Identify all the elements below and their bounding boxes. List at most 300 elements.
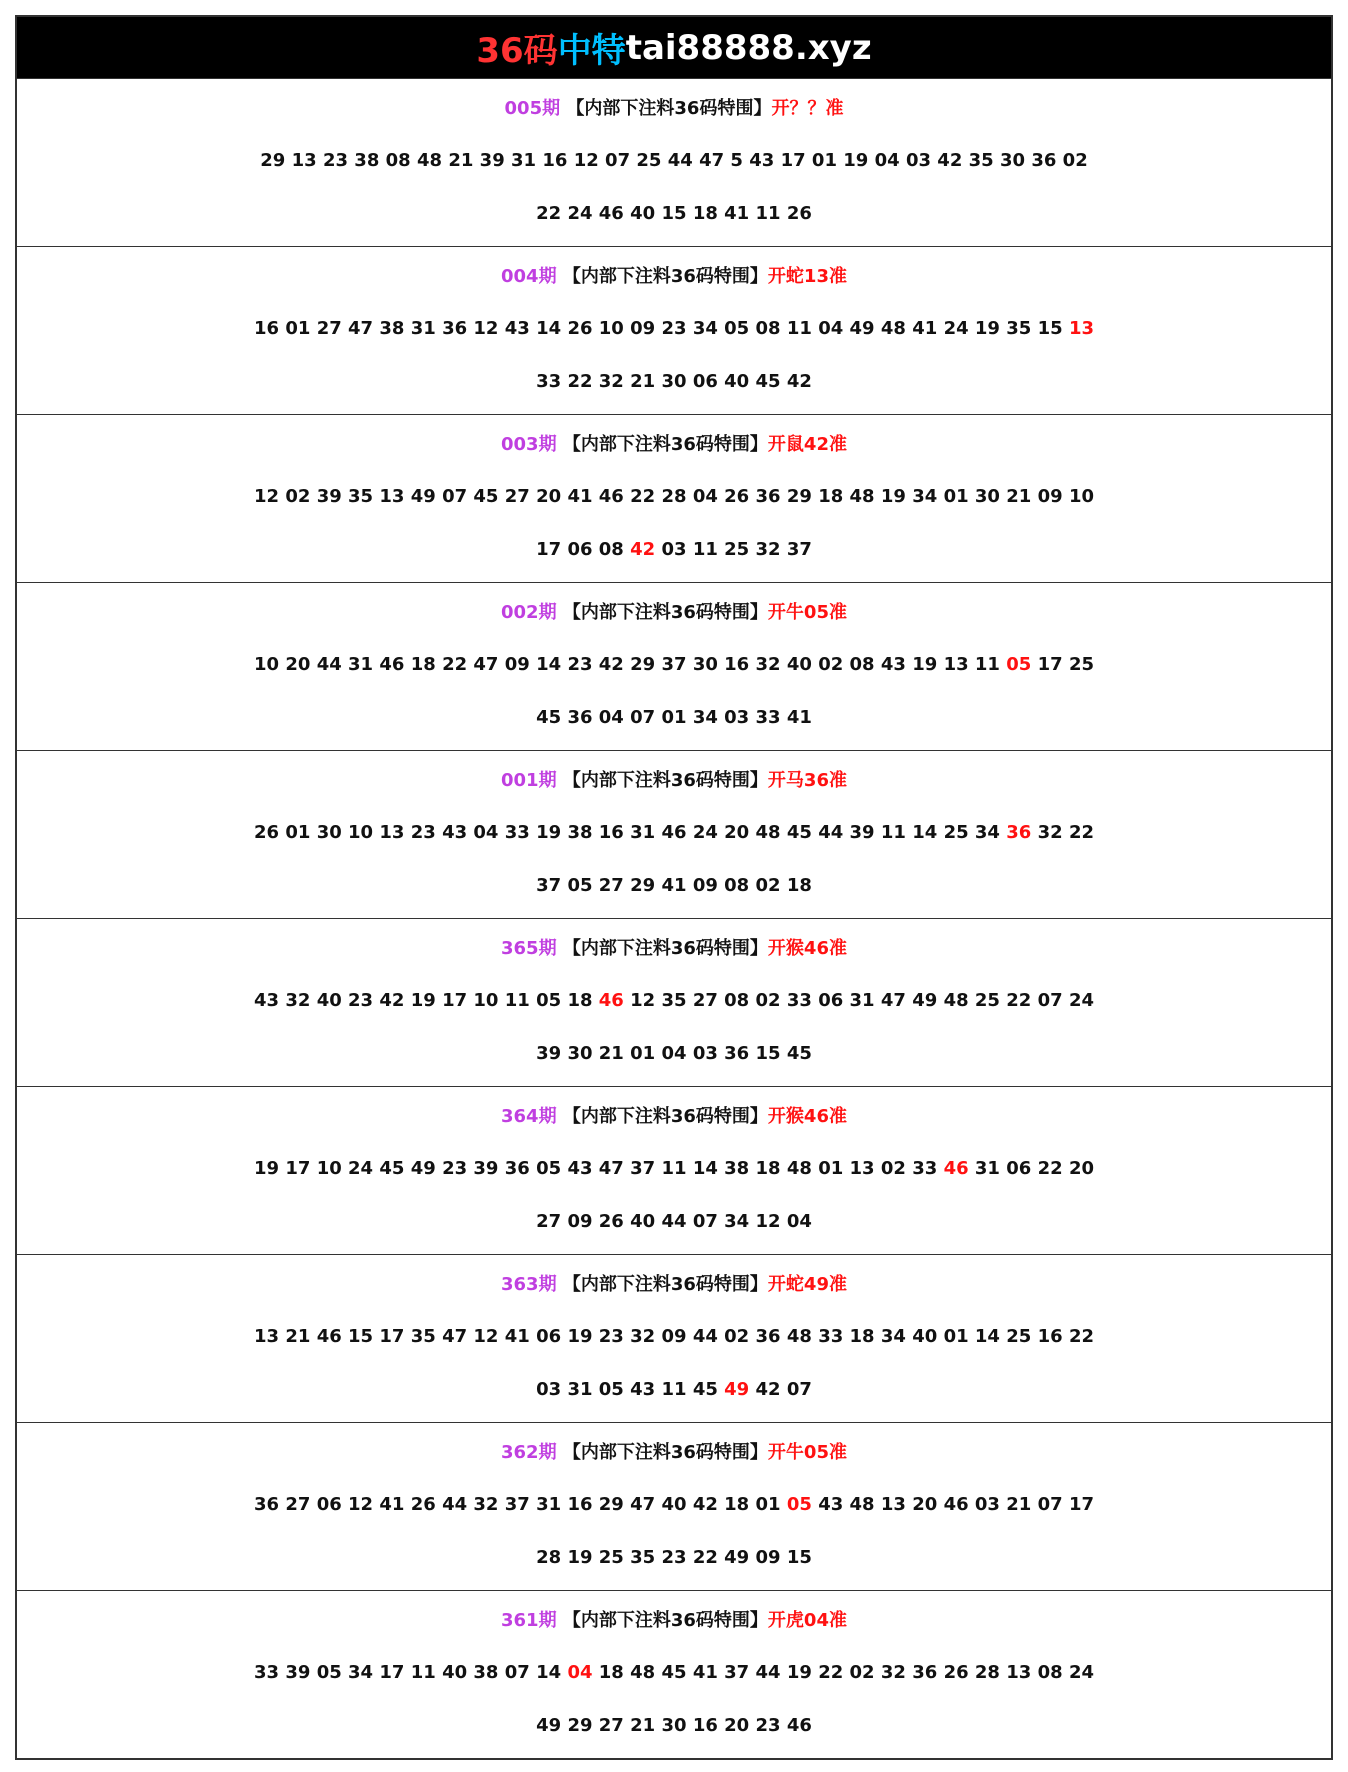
number-item: 16	[724, 654, 750, 676]
number-item: 13	[1068, 318, 1094, 340]
period-result: 开猴46准	[767, 1106, 847, 1128]
number-item: 24	[1068, 990, 1094, 1012]
period-number: 365期	[501, 938, 557, 960]
header-title-red: 36码	[476, 31, 558, 71]
number-item: 41	[692, 1662, 718, 1684]
number-item: 02	[755, 990, 781, 1012]
number-item: 31	[849, 990, 875, 1012]
number-item: 10	[316, 1158, 342, 1180]
number-item: 32	[755, 654, 781, 676]
header-title-blue: 中特	[557, 31, 626, 71]
number-item: 48	[786, 1158, 812, 1180]
number-item: 40	[442, 1662, 468, 1684]
number-item: 08	[755, 318, 781, 340]
number-item: 19	[786, 1662, 812, 1684]
number-line	[17, 471, 1331, 523]
period-block	[17, 918, 1331, 1086]
number-item: 18	[818, 486, 844, 508]
period-number: 004期	[501, 266, 557, 288]
number-item: 41	[661, 874, 687, 896]
number-item: 40	[912, 1326, 938, 1348]
number-item: 31	[974, 1158, 1000, 1180]
number-item: 35	[630, 1546, 656, 1568]
number-item: 42	[786, 370, 812, 392]
number-item: 30	[567, 1042, 593, 1064]
number-item: 20	[912, 1494, 938, 1516]
number-item: 23	[661, 318, 687, 340]
number-item: 46	[943, 1158, 969, 1180]
number-item: 45	[473, 486, 499, 508]
number-item: 10	[1068, 486, 1094, 508]
period-result: 开牛05准	[767, 1442, 847, 1464]
number-item: 10	[348, 822, 374, 844]
number-item: 20	[285, 654, 311, 676]
number-item: 03	[905, 150, 932, 172]
number-item: 43	[818, 1494, 844, 1516]
number-item: 11	[661, 1378, 687, 1400]
number-item: 5	[730, 150, 743, 172]
number-item: 24	[692, 822, 718, 844]
number-item: 46	[316, 1326, 342, 1348]
number-item: 31	[410, 318, 436, 340]
number-item: 14	[974, 1326, 1000, 1348]
period-label: 【内部下注料36码特围】	[562, 1274, 768, 1296]
number-item: 26	[410, 1494, 436, 1516]
number-item: 10	[254, 654, 280, 676]
number-item: 27	[692, 990, 718, 1012]
number-item: 17	[285, 1158, 311, 1180]
number-item: 38	[473, 1662, 499, 1684]
number-item: 03	[536, 1378, 562, 1400]
number-item: 49	[410, 486, 436, 508]
period-title-line	[17, 1427, 1331, 1479]
number-item: 02	[285, 486, 311, 508]
number-item: 41	[724, 202, 750, 224]
period-block	[17, 246, 1331, 414]
number-item: 11	[786, 318, 812, 340]
number-item: 09	[692, 874, 718, 896]
number-item: 18	[786, 874, 812, 896]
number-item: 27	[504, 486, 530, 508]
number-item: 11	[692, 538, 718, 560]
number-item: 19	[880, 486, 906, 508]
number-item: 30	[316, 822, 342, 844]
number-item: 08	[598, 538, 624, 560]
number-item: 48	[630, 1662, 656, 1684]
number-item: 14	[692, 1158, 718, 1180]
number-item: 15	[1037, 318, 1063, 340]
number-item: 37	[661, 654, 687, 676]
number-item: 32	[285, 990, 311, 1012]
number-item: 47	[699, 150, 725, 172]
period-number: 364期	[501, 1106, 557, 1128]
period-result: 开？？准	[771, 98, 844, 120]
number-item: 02	[755, 874, 781, 896]
number-item: 36	[755, 486, 781, 508]
number-item: 05	[316, 1662, 342, 1684]
number-line	[17, 1196, 1331, 1248]
number-item: 31	[536, 1494, 562, 1516]
number-item: 18	[410, 654, 436, 676]
number-item: 33	[536, 370, 562, 392]
number-item: 23	[661, 1546, 687, 1568]
number-item: 19	[254, 1158, 280, 1180]
number-item: 13	[291, 150, 317, 172]
number-item: 40	[630, 202, 656, 224]
number-item: 42	[692, 1494, 718, 1516]
number-item: 15	[786, 1546, 812, 1568]
number-item: 13	[379, 486, 405, 508]
number-item: 25	[943, 822, 969, 844]
number-item: 29	[630, 654, 656, 676]
number-item: 05	[786, 1494, 812, 1516]
number-item: 07	[605, 150, 631, 172]
number-item: 47	[598, 1158, 624, 1180]
number-item: 33	[504, 822, 530, 844]
number-item: 45	[692, 1378, 718, 1400]
number-item: 18	[724, 1494, 750, 1516]
number-item: 23	[410, 822, 436, 844]
number-item: 40	[724, 370, 750, 392]
number-item: 22	[818, 1662, 844, 1684]
number-item: 47	[630, 1494, 656, 1516]
period-title-line	[17, 923, 1331, 975]
number-item: 09	[661, 1326, 687, 1348]
number-item: 23	[322, 150, 349, 172]
number-item: 43	[880, 654, 906, 676]
number-item: 39	[316, 486, 342, 508]
number-item: 37	[724, 1662, 750, 1684]
number-item: 38	[379, 318, 405, 340]
number-item: 11	[755, 202, 781, 224]
period-number: 361期	[501, 1610, 557, 1632]
number-line	[17, 1700, 1331, 1752]
number-item: 13	[849, 1158, 875, 1180]
number-line	[17, 975, 1331, 1027]
number-item: 30	[692, 654, 718, 676]
number-item: 12	[573, 150, 599, 172]
number-item: 01	[285, 318, 311, 340]
number-item: 11	[974, 654, 1000, 676]
number-item: 19	[912, 654, 938, 676]
number-item: 39	[473, 1158, 499, 1180]
number-item: 01	[818, 1158, 844, 1180]
number-item: 36	[1006, 822, 1032, 844]
number-item: 37	[536, 874, 562, 896]
period-label: 【内部下注料36码特围】	[562, 266, 768, 288]
period-label: 【内部下注料36码特围】	[562, 434, 768, 456]
period-label: 【内部下注料36码特围】	[562, 602, 768, 624]
number-item: 02	[1062, 150, 1088, 172]
number-item: 23	[598, 1326, 624, 1348]
period-result: 开马36准	[767, 770, 847, 792]
number-item: 17	[379, 1326, 405, 1348]
number-item: 11	[410, 1662, 436, 1684]
number-item: 32	[755, 538, 781, 560]
number-item: 44	[316, 654, 342, 676]
number-item: 34	[348, 1662, 374, 1684]
number-item: 14	[536, 1662, 562, 1684]
number-item: 44	[692, 1326, 718, 1348]
period-number: 363期	[501, 1274, 557, 1296]
number-item: 12	[630, 990, 656, 1012]
number-item: 07	[1037, 990, 1063, 1012]
number-item: 12	[254, 486, 280, 508]
number-item: 29	[260, 150, 286, 172]
number-item: 27	[598, 874, 624, 896]
number-item: 19	[536, 822, 562, 844]
number-item: 05	[1006, 654, 1032, 676]
number-item: 20	[536, 486, 562, 508]
number-item: 22	[442, 654, 468, 676]
number-item: 07	[692, 1210, 718, 1232]
period-block	[17, 1422, 1331, 1590]
number-item: 47	[880, 990, 906, 1012]
number-item: 31	[511, 150, 537, 172]
number-item: 04	[473, 822, 499, 844]
number-item: 37	[630, 1158, 656, 1180]
number-item: 31	[567, 1378, 593, 1400]
number-item: 35	[1006, 318, 1032, 340]
number-item: 29	[598, 1494, 624, 1516]
number-item: 23	[755, 1714, 781, 1736]
number-item: 43	[749, 150, 775, 172]
number-item: 42	[937, 150, 963, 172]
number-item: 17	[442, 990, 468, 1012]
number-item: 41	[379, 1494, 405, 1516]
number-item: 16	[598, 822, 624, 844]
number-line	[17, 1028, 1331, 1080]
number-item: 44	[818, 822, 844, 844]
number-item: 11	[504, 990, 530, 1012]
number-item: 02	[849, 1662, 875, 1684]
number-item: 16	[542, 150, 568, 172]
period-result: 开牛05准	[767, 602, 847, 624]
number-item: 10	[598, 318, 624, 340]
number-item: 36	[567, 706, 593, 728]
number-item: 30	[661, 370, 687, 392]
period-title-line	[17, 419, 1331, 471]
number-item: 14	[912, 822, 938, 844]
period-result: 开虎04准	[767, 1610, 847, 1632]
number-item: 05	[598, 1378, 624, 1400]
number-item: 08	[724, 990, 750, 1012]
number-item: 12	[473, 1326, 499, 1348]
number-item: 30	[999, 150, 1026, 172]
number-item: 24	[348, 1158, 374, 1180]
number-item: 03	[724, 706, 750, 728]
period-label: 【内部下注料36码特围】	[566, 98, 772, 120]
number-item: 34	[724, 1210, 750, 1232]
number-item: 20	[724, 822, 750, 844]
number-item: 23	[442, 1158, 468, 1180]
number-item: 19	[843, 150, 869, 172]
number-item: 04	[598, 706, 624, 728]
number-item: 26	[943, 1662, 969, 1684]
number-item: 26	[786, 202, 812, 224]
header-site-domain[interactable]: tai88888.xyz	[625, 27, 872, 68]
number-item: 20	[1068, 1158, 1094, 1180]
number-item: 36	[912, 1662, 938, 1684]
number-item: 30	[974, 486, 1000, 508]
number-item: 09	[504, 654, 530, 676]
number-item: 27	[285, 1494, 311, 1516]
number-item: 21	[630, 1714, 656, 1736]
number-item: 11	[661, 1158, 687, 1180]
number-item: 37	[786, 538, 812, 560]
number-item: 33	[912, 1158, 938, 1180]
number-item: 17	[780, 150, 806, 172]
number-item: 35	[348, 486, 374, 508]
number-item: 40	[630, 1210, 656, 1232]
number-item: 23	[567, 654, 593, 676]
number-item: 22	[567, 370, 593, 392]
number-item: 49	[912, 990, 938, 1012]
number-item: 13	[254, 1326, 280, 1348]
number-item: 44	[755, 1662, 781, 1684]
number-item: 06	[692, 370, 718, 392]
number-item: 33	[786, 990, 812, 1012]
number-item: 44	[661, 1210, 687, 1232]
period-title-line	[17, 1595, 1331, 1647]
period-result: 开鼠42准	[767, 434, 847, 456]
number-item: 15	[348, 1326, 374, 1348]
period-label: 【内部下注料36码特围】	[562, 938, 768, 960]
number-item: 09	[1037, 486, 1063, 508]
period-block	[17, 1086, 1331, 1254]
number-item: 38	[567, 822, 593, 844]
number-item: 05	[536, 990, 562, 1012]
period-block	[17, 1254, 1331, 1422]
prediction-table	[15, 15, 1333, 1760]
number-item: 01	[811, 150, 837, 172]
number-item: 34	[692, 318, 718, 340]
number-item: 48	[849, 486, 875, 508]
number-line	[17, 1311, 1331, 1363]
number-item: 22	[1068, 1326, 1094, 1348]
number-item: 18	[598, 1662, 624, 1684]
number-item: 13	[379, 822, 405, 844]
number-item: 12	[348, 1494, 374, 1516]
number-item: 07	[442, 486, 468, 508]
number-item: 16	[692, 1714, 718, 1736]
number-item: 45	[536, 706, 562, 728]
number-item: 31	[348, 654, 374, 676]
number-item: 01	[943, 486, 969, 508]
number-item: 24	[1068, 1662, 1094, 1684]
period-label: 【内部下注料36码特围】	[562, 770, 768, 792]
number-item: 13	[943, 654, 969, 676]
number-line	[17, 807, 1331, 859]
number-item: 33	[818, 1326, 844, 1348]
number-item: 13	[880, 1494, 906, 1516]
number-item: 46	[786, 1714, 812, 1736]
number-item: 15	[661, 202, 687, 224]
number-item: 36	[724, 1042, 750, 1064]
number-item: 19	[410, 990, 436, 1012]
number-item: 28	[974, 1662, 1000, 1684]
number-item: 11	[880, 822, 906, 844]
number-line	[17, 1479, 1331, 1531]
number-item: 01	[755, 1494, 781, 1516]
number-item: 29	[567, 1714, 593, 1736]
number-item: 40	[786, 654, 812, 676]
number-item: 15	[755, 1042, 781, 1064]
number-item: 04	[567, 1662, 593, 1684]
site-header	[17, 17, 1331, 78]
number-line	[17, 1532, 1331, 1584]
number-item: 39	[536, 1042, 562, 1064]
number-item: 39	[285, 1662, 311, 1684]
number-item: 45	[786, 1042, 812, 1064]
number-item: 42	[379, 990, 405, 1012]
number-item: 43	[630, 1378, 656, 1400]
number-item: 07	[504, 1662, 530, 1684]
number-item: 04	[661, 1042, 687, 1064]
period-label: 【内部下注料36码特围】	[562, 1610, 768, 1632]
number-item: 36	[504, 1158, 530, 1180]
number-item: 12	[473, 318, 499, 340]
number-item: 25	[724, 538, 750, 560]
number-item: 25	[1068, 654, 1094, 676]
number-item: 43	[254, 990, 280, 1012]
number-item: 06	[1006, 1158, 1032, 1180]
number-item: 08	[849, 654, 875, 676]
number-item: 07	[1037, 1494, 1063, 1516]
number-item: 26	[567, 318, 593, 340]
number-item: 16	[567, 1494, 593, 1516]
number-item: 06	[818, 990, 844, 1012]
number-item: 03	[974, 1494, 1000, 1516]
period-block	[17, 750, 1331, 918]
number-item: 48	[755, 822, 781, 844]
number-item: 46	[661, 822, 687, 844]
period-title-line	[17, 83, 1331, 135]
number-item: 38	[724, 1158, 750, 1180]
number-item: 01	[630, 1042, 656, 1064]
number-item: 09	[630, 318, 656, 340]
number-item: 22	[1006, 990, 1032, 1012]
period-block	[17, 414, 1331, 582]
number-item: 48	[880, 318, 906, 340]
number-item: 21	[285, 1326, 311, 1348]
period-number: 362期	[501, 1442, 557, 1464]
number-item: 24	[567, 202, 593, 224]
number-item: 39	[479, 150, 505, 172]
number-item: 13	[1006, 1662, 1032, 1684]
number-item: 47	[348, 318, 374, 340]
number-item: 03	[661, 538, 687, 560]
number-item: 44	[667, 150, 693, 172]
number-item: 02	[880, 1158, 906, 1180]
number-item: 08	[1037, 1662, 1063, 1684]
number-item: 40	[316, 990, 342, 1012]
period-block	[17, 1590, 1331, 1758]
number-item: 22	[630, 486, 656, 508]
number-item: 41	[504, 1326, 530, 1348]
number-item: 47	[442, 1326, 468, 1348]
number-item: 41	[912, 318, 938, 340]
number-item: 22	[1068, 822, 1094, 844]
number-item: 05	[536, 1158, 562, 1180]
number-item: 14	[536, 318, 562, 340]
number-item: 10	[473, 990, 499, 1012]
number-item: 36	[442, 318, 468, 340]
period-result: 开猴46准	[767, 938, 847, 960]
number-item: 04	[692, 486, 718, 508]
number-item: 34	[880, 1326, 906, 1348]
number-item: 06	[567, 538, 593, 560]
